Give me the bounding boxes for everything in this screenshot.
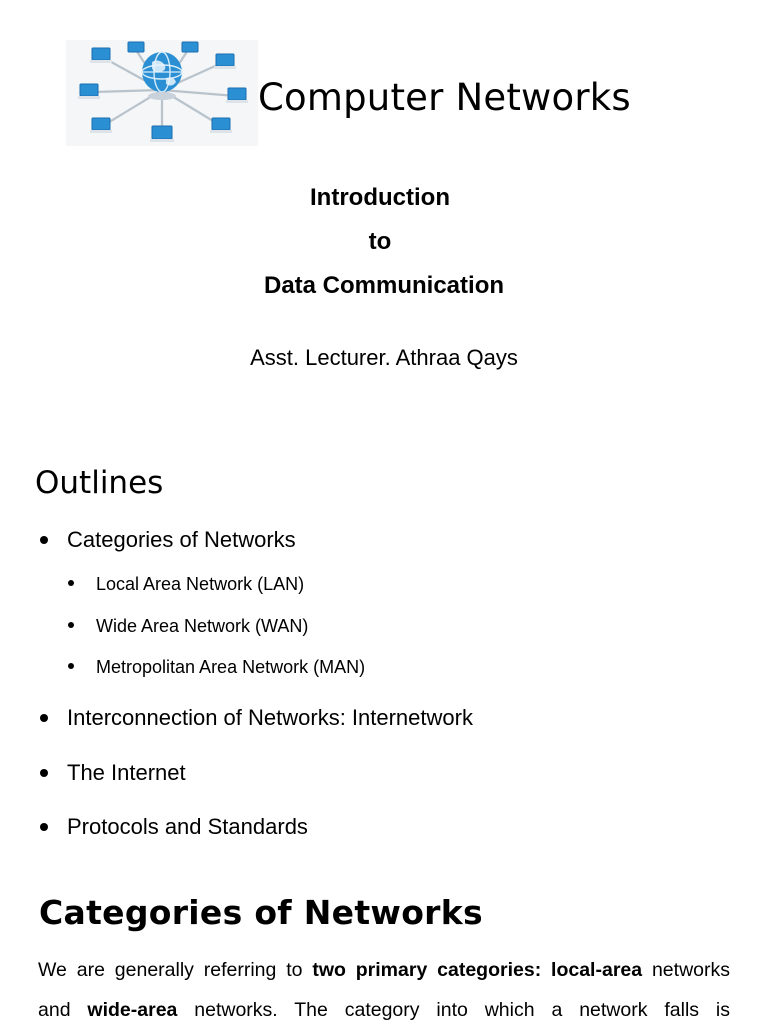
subtitle-line-2: to xyxy=(368,228,392,255)
bullet-icon xyxy=(40,536,48,544)
text-run: We are generally referring to xyxy=(38,959,313,981)
subtitle-line-3: Data Communication xyxy=(263,272,505,299)
bullet-icon xyxy=(68,622,74,628)
bold-text-run: two primary categories: local-area xyxy=(312,959,643,981)
outline-item-label: The Internet xyxy=(67,760,186,785)
outlines-heading: Outlines xyxy=(35,465,164,501)
bullet-icon xyxy=(40,823,48,831)
outline-subitem-label: Metropolitan Area Network (MAN) xyxy=(96,657,366,677)
outline-subitem-label: Wide Area Network (WAN) xyxy=(96,616,309,636)
text-run: networks xyxy=(642,959,730,981)
page-title: Computer Networks xyxy=(258,76,631,119)
outline-subitem-label: Local Area Network (LAN) xyxy=(96,574,305,594)
bold-text-run: wide-area xyxy=(87,999,178,1021)
paragraph-line-2 xyxy=(38,990,730,1024)
outline-item-label: Categories of Networks xyxy=(67,527,296,552)
outline-item-label: Protocols and Standards xyxy=(67,814,308,839)
author-name: Asst. Lecturer. Athraa Qays xyxy=(250,345,518,370)
text-run: networks. The category into which a network falls is xyxy=(177,999,730,1021)
bullet-icon xyxy=(40,714,48,722)
bullet-icon xyxy=(68,663,74,669)
outline-item-label: Interconnection of Networks: Internetwork xyxy=(67,705,473,730)
network-globe-icon xyxy=(66,40,258,146)
subtitle-line-1: Introduction xyxy=(310,184,450,211)
bullet-icon xyxy=(40,769,48,777)
text-run: and xyxy=(38,999,88,1021)
paragraph-line-1 xyxy=(38,950,730,990)
section-heading: Categories of Networks xyxy=(39,893,483,932)
bullet-icon xyxy=(68,580,74,586)
